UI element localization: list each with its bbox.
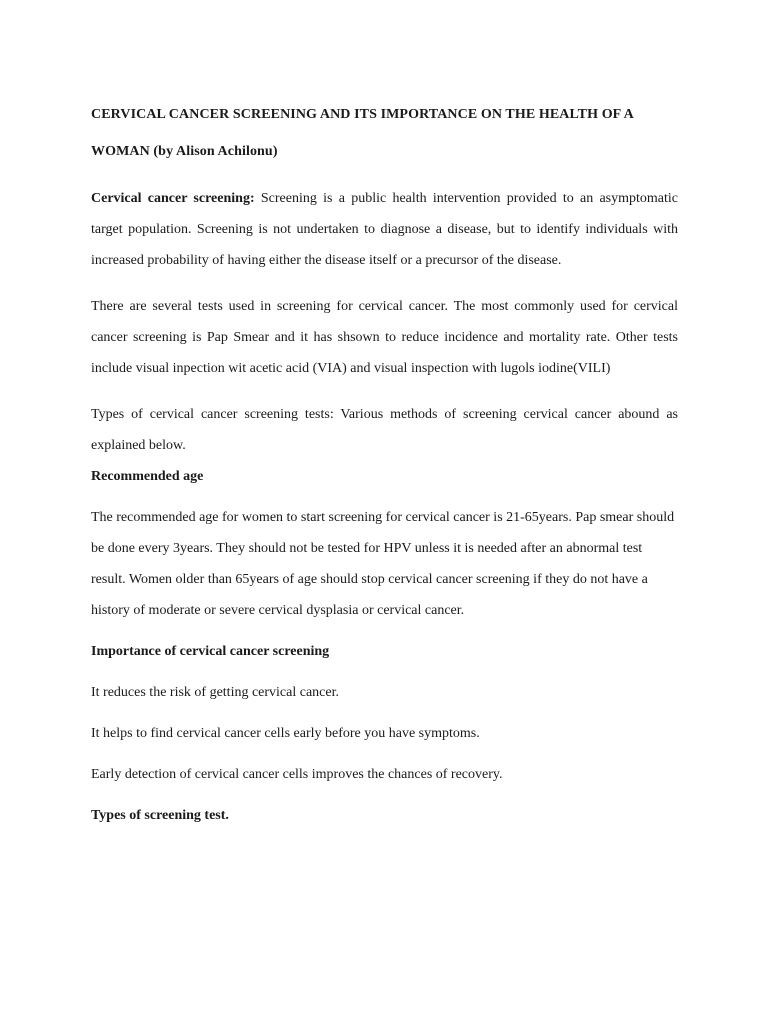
- paragraph-text: Screening is a public health intervention provided to an asymptomatic target population. Screening is not undertaken to diagnose a disease, but to identify individuals with increased probability of having either the disease itself or a precursor of the disease.: [91, 191, 678, 268]
- heading-recommended-age: Recommended age: [91, 469, 204, 484]
- list-item: It reduces the risk of getting cervical cancer.: [91, 685, 339, 700]
- paragraph-types-intro: Types of cervical cancer screening tests: Various methods of screening cervical cancer abound as explained below.: [91, 407, 678, 453]
- paragraph-recommended-age: The recommended age for women to start screening for cervical cancer is 21-65years. Pap smear should be done every 3years. They should not be tested for HPV unless it is needed after an abnormal test result. Women older than 65years of age should stop cervical cancer screening if they do not have a history of moderate or severe cervical dysplasia or cervical cancer.: [91, 510, 675, 618]
- paragraph-lead: Cervical cancer screening:: [91, 191, 255, 206]
- heading-importance: Importance of cervical cancer screening: [91, 644, 330, 659]
- document-page: [91, 96, 678, 831]
- list-item: It helps to find cervical cancer cells early before you have symptoms.: [91, 726, 480, 741]
- paragraph-screening-definition: [91, 183, 678, 276]
- heading-types-of-screening: Types of screening test.: [91, 808, 229, 823]
- document-title: CERVICAL CANCER SCREENING AND ITS IMPORTANCE ON THE HEALTH OF A WOMAN (by Alison Achilonu): [91, 107, 634, 159]
- paragraph-tests: There are several tests used in screening for cervical cancer. The most commonly used for cervical cancer screening is Pap Smear and it has shsown to reduce incidence and mortality rate. Other tests include visual inpection wit acetic acid (VIA) and visual inspection with lugols iodine(VILI): [91, 299, 678, 376]
- list-item: Early detection of cervical cancer cells improves the chances of recovery.: [91, 767, 503, 782]
